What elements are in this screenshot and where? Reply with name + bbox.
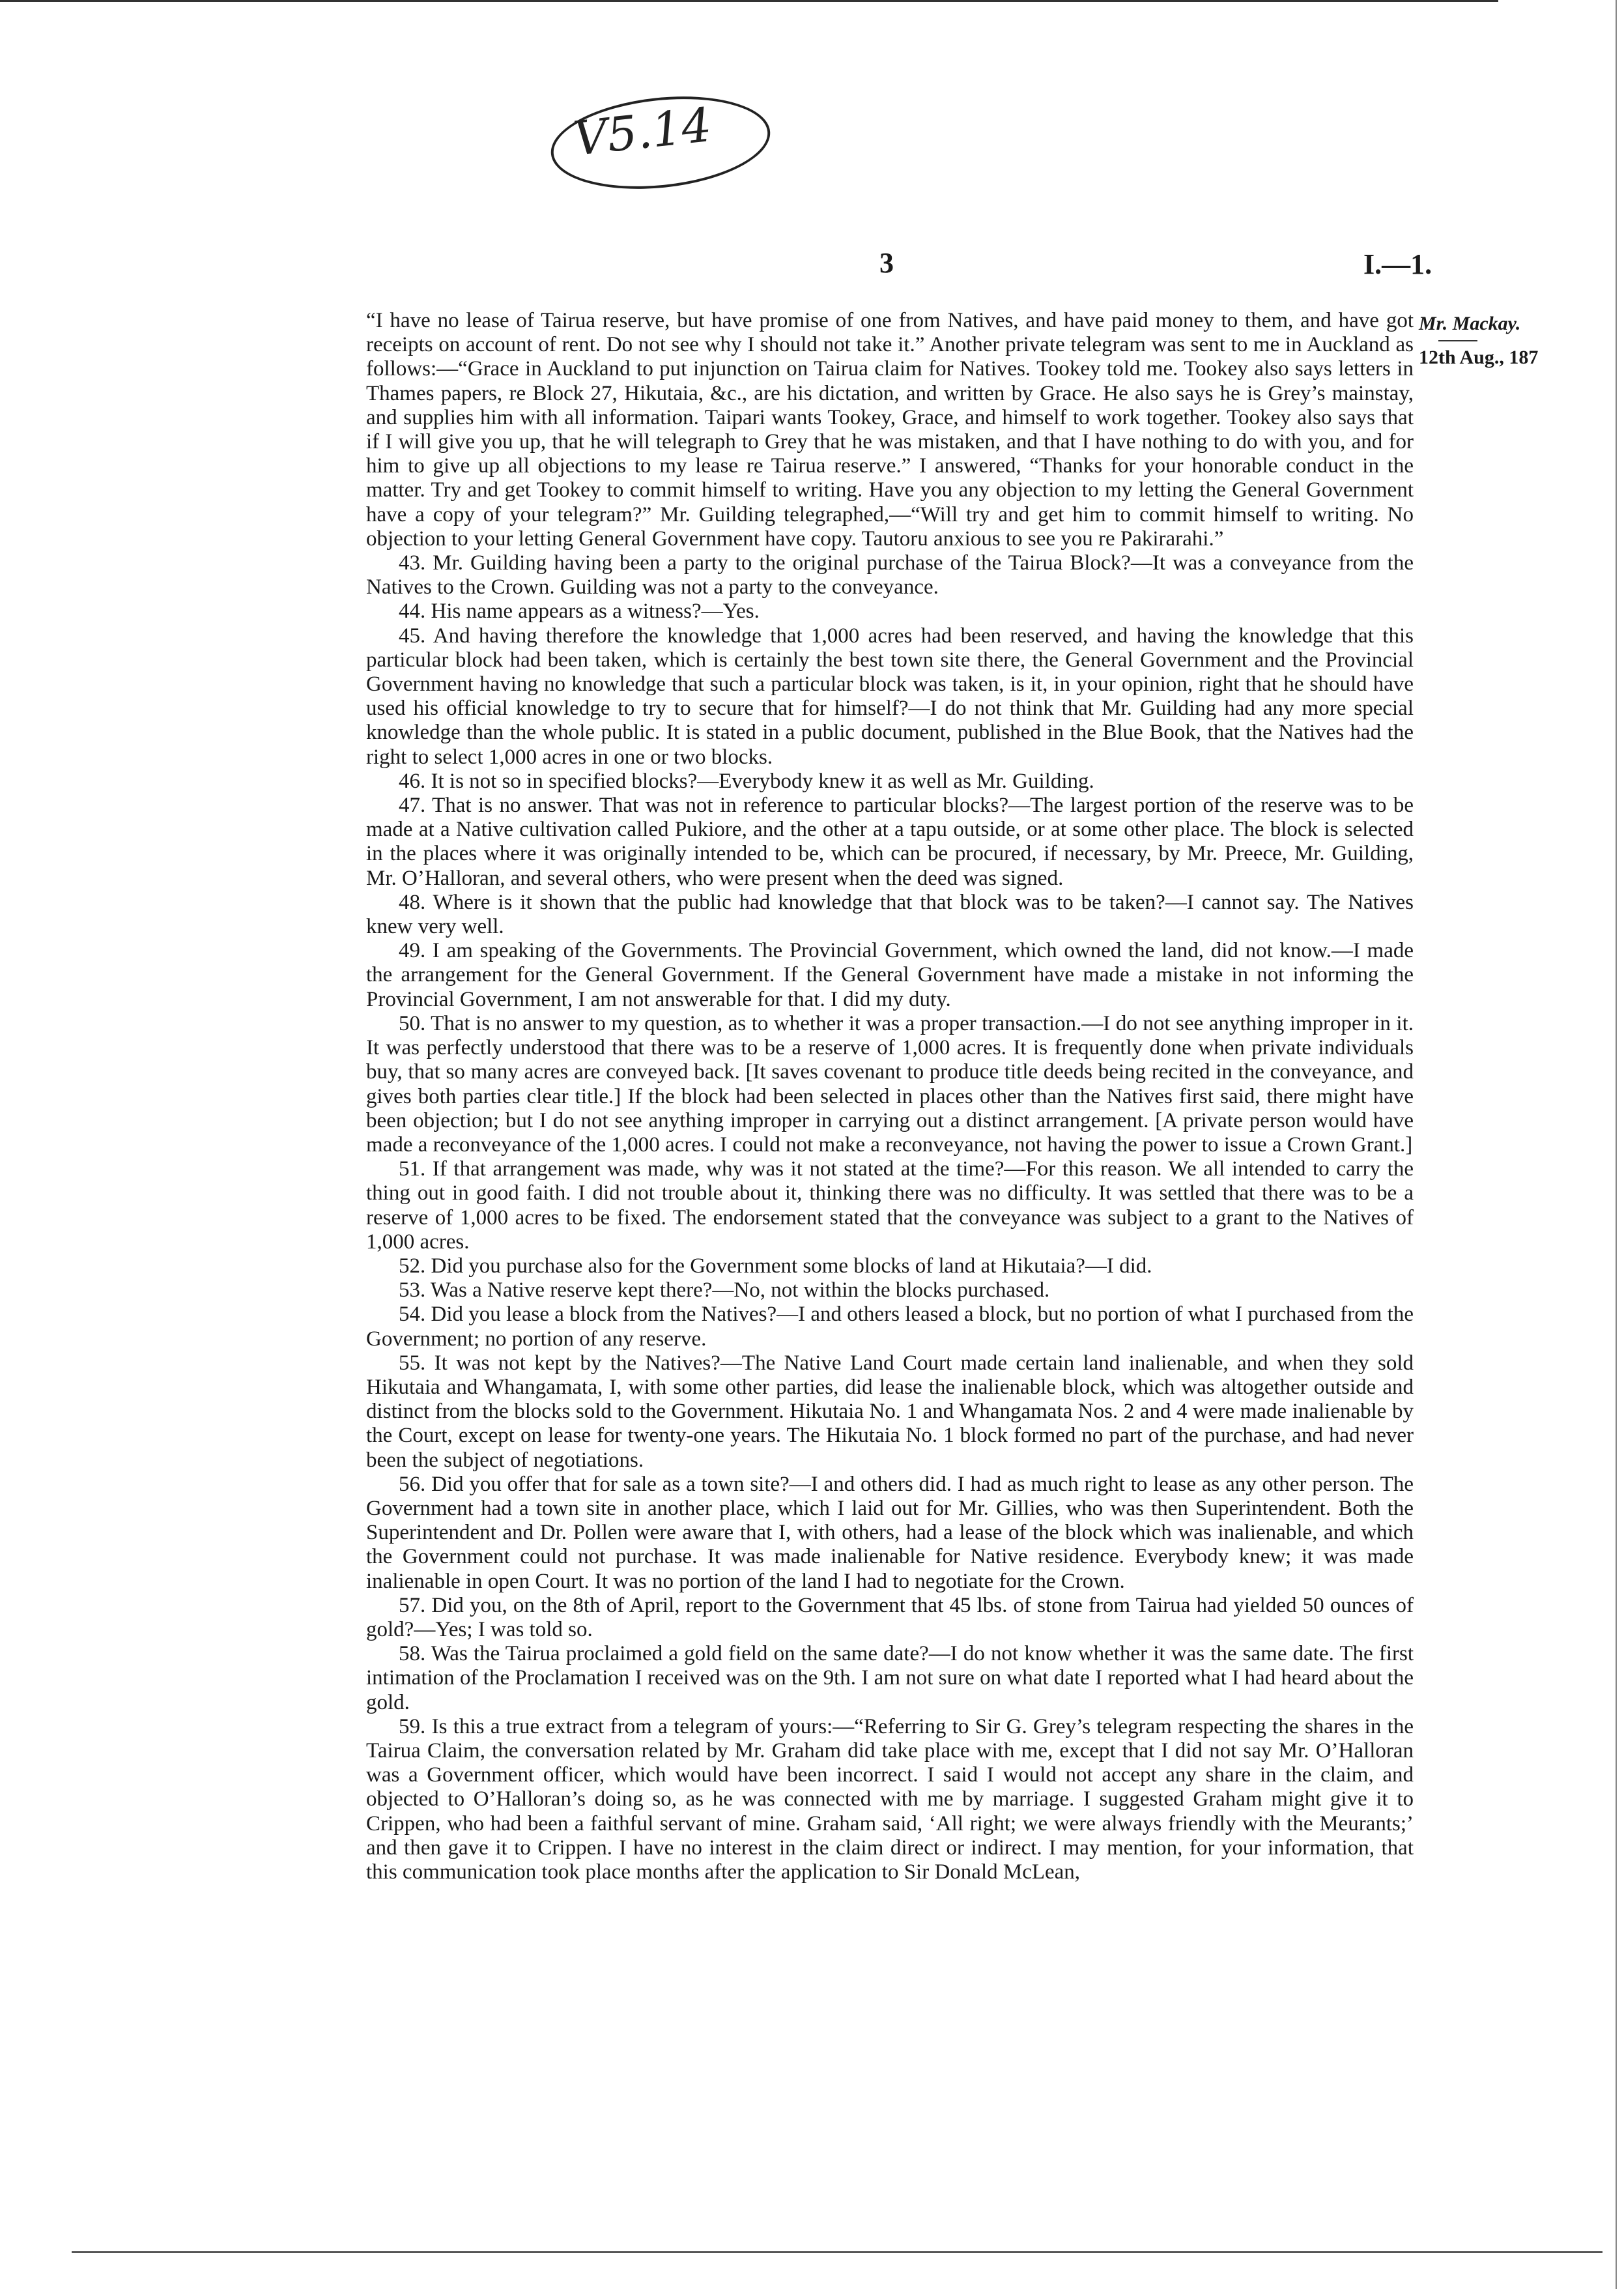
paragraph: 57. Did you, on the 8th of April, report to the Government that 45 lbs. of stone from Tairua had yielded 50 ounces of gold?—Yes; I was told so. bbox=[366, 1593, 1414, 1641]
body-text bbox=[366, 309, 1414, 1884]
paragraph: 43. Mr. Guilding having been a party to the original purchase of the Tairua Block?—It was a conveyance from the Natives to the Crown. Guilding was not a party to the conveyance. bbox=[366, 551, 1414, 599]
paragraph: 59. Is this a true extract from a telegram of yours:—“Referring to Sir G. Grey’s telegram respecting the shares in the Tairua Claim, the conversation related by Mr. Graham did take place with me, except that I did not say Mr. O’Halloran was a Government officer, which would have been incorrect. I said I would not accept any share in the claim, and objected to O’Halloran’s doing so, as he was connected with me by marriage. I suggested Graham might give it to Crippen, who had been a faithful servant of mine. Graham said, ‘All right; we were always friendly with the Meurants;’ and then gave it to Crippen. I have no interest in the claim direct or indirect. I may mention, for your information, that this communication took place months after the application to Sir Donald McLean, bbox=[366, 1714, 1414, 1884]
paragraph: 54. Did you lease a block from the Natives?—I and others leased a block, but no portion of what I purchased from the Government; no portion of any reserve. bbox=[366, 1303, 1414, 1351]
paragraph: “I have no lease of Tairua reserve, but have promise of one from Natives, and have paid money to them, and have got receipts on account of rent. Do not see why I should not take it.” Another private telegram was sent to me in Auckland as follows:—“Grace in Auckland to put injunction on Tairua claim for Natives. Tookey told me. Tookey also says letters in Thames papers, re Block 27, Hikutaia, &c., are his dictation, and written by Grace. He also says he is Grey’s mainstay, and supplies him with all information. Taipari wants Tookey, Grace, and himself to work together. Tookey also says that if I will give you up, that he will telegraph to Grey that he was mistaken, and that I have nothing to do with you, and for him to give up all objections to my lease re Tairua reserve.” I answered, “Thanks for your honorable conduct in the matter. Try and get Tookey to commit himself to writing. Have you any objection to my letting the General Government have a copy of your telegram?” Mr. Guilding telegraphed,—“Will try and get him to commit himself to writing. No objection to your letting General Government have copy. Tautoru anxious to see you re Pakirarahi.” bbox=[366, 309, 1414, 551]
paragraph: 52. Did you purchase also for the Government some blocks of land at Hikutaia?—I did. bbox=[399, 1254, 1152, 1278]
page-number: 3 bbox=[879, 247, 894, 279]
paragraph: 47. That is no answer. That was not in reference to particular blocks?—The largest portion of the reserve was to be made at a Native cultivation called Pukiore, and the other at a tapu outside, or at some other place. The block is selected in the places where it was originally intended to be, which can be procured, if necessary, by Mr. Preece, Mr. Guilding, Mr. O’Halloran, and several others, who were present when the deed was signed. bbox=[366, 794, 1414, 890]
binding-edge-line bbox=[1616, 0, 1617, 2289]
paragraph: 51. If that arrangement was made, why was it not stated at the time?—For this reason. We all intended to carry the thing out in good faith. I did not trouble about it, thinking there was no difficulty. It was settled that there was to be a reserve of 1,000 acres to be fixed. The endorsement stated that the conveyance was subject to a grant to the Natives of 1,000 acres. bbox=[366, 1157, 1414, 1254]
margin-date: 12th Aug., 187 bbox=[1419, 347, 1539, 368]
margin-witness-name: Mr. Mackay. bbox=[1419, 313, 1521, 334]
handwritten-annotation: V5.14 bbox=[571, 97, 715, 166]
top-rule bbox=[0, 0, 1498, 2]
paragraph: 56. Did you offer that for sale as a town site?—I and others did. I had as much right to lease as any other person. The Government had a town site in another place, which I laid out for Mr. Gillies, who was then Superintendent. Both the Superintendent and Dr. Pollen were aware that I, with others, had a lease of the block which was inalienable, and which the Government could not purchase. It was made inalienable for Native residence. Everybody knew; it was made inalienable in open Court. It was no portion of the land I had to negotiate for the Crown. bbox=[366, 1472, 1414, 1593]
series-code: I.—1. bbox=[1363, 248, 1432, 280]
margin-note bbox=[1419, 311, 1614, 370]
paragraph: 46. It is not so in specified blocks?—Everybody knew it as well as Mr. Guilding. bbox=[399, 769, 1094, 793]
paragraph: 44. His name appears as a witness?—Yes. bbox=[399, 599, 760, 624]
margin-dash bbox=[1438, 340, 1477, 341]
paragraph: 48. Where is it shown that the public had knowledge that that block was to be taken?—I cannot say. The Natives knew very well. bbox=[366, 890, 1414, 939]
paragraph: 49. I am speaking of the Governments. The Provincial Government, which owned the land, did not know.—I made the arrangement for the General Government. If the General Government have made a mistake in not informing the Provincial Government, I am not answerable for that. I did my duty. bbox=[366, 939, 1414, 1011]
paragraph: 53. Was a Native reserve kept there?—No, not within the blocks purchased. bbox=[399, 1278, 1050, 1303]
paragraph: 45. And having therefore the knowledge that 1,000 acres had been reserved, and having the knowledge that this particular block had been taken, which is certainly the best town site there, the General Government and the Provincial Government having no knowledge that such a particular block was taken, is it, in your opinion, right that he should have used his official knowledge to try to secure that for himself?—I do not think that Mr. Guilding had any more special knowledge than the whole public. It is stated in a public document, published in the Blue Book, that the Natives had the right to select 1,000 acres in one or two blocks. bbox=[366, 624, 1414, 769]
paragraph: 58. Was the Tairua proclaimed a gold field on the same date?—I do not know whether it was the same date. The first intimation of the Proclamation I received was on the 9th. I am not sure on what date I reported what I had heard about the gold. bbox=[366, 1642, 1414, 1714]
bottom-rule bbox=[72, 2251, 1603, 2253]
paragraph: 50. That is no answer to my question, as to whether it was a proper transaction.—I do not see anything improper in it. It was perfectly understood that there was to be a reserve of 1,000 acres. It is frequently done when private individuals buy, that so many acres are conveyed back. [It saves covenant to produce title deeds being recited in the conveyance, and gives both parties clear title.] If the block had been selected in places other than the Natives first said, there might have been objection; but I do not see anything improper in carrying out a distinct arrangement. [A private person would have made a reconveyance of the 1,000 acres. I could not make a reconveyance, not having the power to issue a Crown Grant.] bbox=[366, 1011, 1414, 1157]
paragraph: 55. It was not kept by the Natives?—The Native Land Court made certain land inalienable, and when they sold Hikutaia and Whangamata, I, with some other parties, did lease the inalienable block, which was altogether outside and distinct from the blocks sold to the Government. Hikutaia No. 1 and Whangamata Nos. 2 and 4 were made inalienable by the Court, except on lease for twenty-one years. The Hikutaia No. 1 block formed no part of the purchase, and had never been the subject of negotiations. bbox=[366, 1351, 1414, 1472]
